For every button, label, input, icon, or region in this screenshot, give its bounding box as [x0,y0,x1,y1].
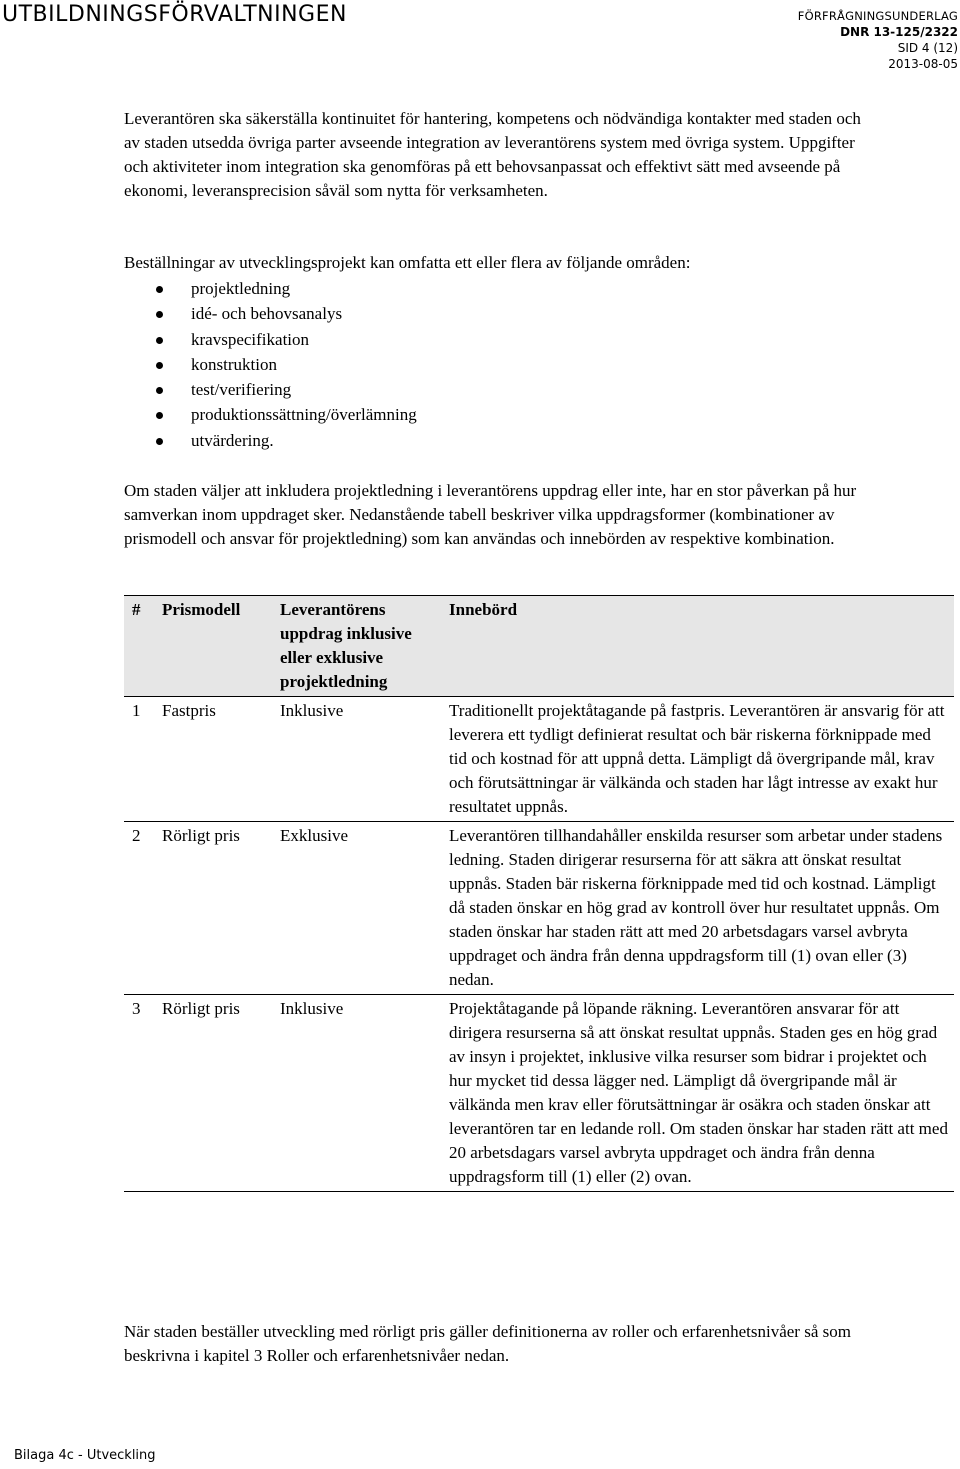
cell-price-model: Fastpris [154,697,272,822]
footer-label: Bilaga 4c - Utveckling [14,1448,156,1463]
bullet-icon [156,438,163,445]
cell-price-model: Rörligt pris [154,995,272,1192]
list-item: utvärdering. [124,428,417,453]
bullet-icon [156,286,163,293]
document-meta [798,8,958,72]
assignment-forms-table [124,595,954,1192]
cell-meaning: Traditionellt projektåtagande på fastpris. Leverantören är ansvarig för att leverera ett tydligt definierat resultat och bär riskerna förknippade med tid och kostnad för att uppnå detta. Lämpligt då övergripande mål, krav och förutsättningar är välkända och staden har lågt intresse av exakt hur resultatet uppnås. [441,697,954,822]
cell-assignment-scope: Inklusive [272,697,441,822]
list-item: kravspecifikation [124,327,417,352]
header-meaning: Innebörd [441,596,954,697]
table-row [124,822,954,995]
cell-number: 1 [124,697,154,822]
table-row [124,697,954,822]
list-item: konstruktion [124,352,417,377]
cell-assignment-scope: Inklusive [272,995,441,1192]
cell-number: 2 [124,822,154,995]
bullet-icon [156,337,163,344]
paragraph-orders-intro: Beställningar av utvecklingsprojekt kan omfatta ett eller flera av följande områden: [124,253,691,272]
header-assignment-scope: Leverantörens uppdrag inklusive eller exklusive projektledning [272,596,441,697]
document-date: 2013-08-05 [888,57,958,71]
cell-number: 3 [124,995,154,1192]
paragraph-roles-reference: När staden beställer utveckling med rörligt pris gäller definitionerna av roller och erfarenhetsnivåer så som beskrivna i kapitel 3 Roller och erfarenhetsnivåer nedan. [124,1322,851,1365]
cell-price-model: Rörligt pris [154,822,272,995]
cell-assignment-scope: Exklusive [272,822,441,995]
organization-name: UTBILDNINGSFÖRVALTNINGEN [2,2,347,27]
list-item: idé- och behovsanalys [124,301,417,326]
header-number: # [124,596,154,697]
page-number: SID 4 (12) [897,41,958,55]
list-item: produktionssättning/överlämning [124,402,417,427]
paragraph-integration: Leverantören ska säkerställa kontinuitet för hantering, kompetens och nödvändiga kontakter med staden och av staden utsedda övriga parter avseende integration av leverantörens system med övriga system. Uppgifter och aktiviteter inom integration ska genomföras på ett behovsanpassat och effektivt sätt med avseende på ekonomi, leveransprecision såväl som nytta för verksamheten. [124,109,861,200]
bullet-icon [156,412,163,419]
bullet-icon [156,311,163,318]
registration-number: DNR 13-125/2322 [840,25,958,39]
document-type: FÖRFRÅGNINGSUNDERLAG [797,9,958,23]
list-item: projektledning [124,276,417,301]
bullet-icon [156,387,163,394]
list-item: test/verifiering [124,377,417,402]
cell-meaning: Projektåtagande på löpande räkning. Leverantören ansvarar för att dirigera resurserna så att önskat resultat uppnås. Staden ges en hög grad av insyn i projektet, inklusive vilka resurser som bidrar i projektet och hur mycket tid dessa lägger ned. Lämpligt då övergripande mål är välkända men krav eller förutsättningar är osäkra och staden önskar att leverantören tar en ledande roll. Om staden önskar har staden rätt att med 20 arbetsdagars varsel avbryta uppdraget och ändra från denna uppdragsform till (1) eller (2) ovan. [441,995,954,1192]
table-row [124,995,954,1192]
bullet-icon [156,362,163,369]
paragraph-project-management: Om staden väljer att inkludera projektledning i leverantörens uppdrag eller inte, har en stor påverkan på hur samverkan inom uppdraget sker. Nedanstående tabell beskriver vilka uppdragsformer (kombinationer av prismodell och ansvar för projektledning) som kan användas och innebörden av respektive kombination. [124,481,857,548]
header-price-model: Prismodell [154,596,272,697]
table-header-row [124,596,954,697]
project-areas-list [124,276,417,453]
cell-meaning: Leverantören tillhandahåller enskilda resurser som arbetar under stadens ledning. Staden dirigerar resurserna för att säkra att önskat resultat uppnås. Staden bär riskerna förknippade med tid och kostnad. Lämpligt då staden önskar en hög grad av kontroll över hur resultatet uppnås. Om staden önskar har staden rätt att med 20 arbetsdagars varsel avbryta uppdraget och ändra från denna uppdragsform till (1) ovan eller (3) nedan. [441,822,954,995]
